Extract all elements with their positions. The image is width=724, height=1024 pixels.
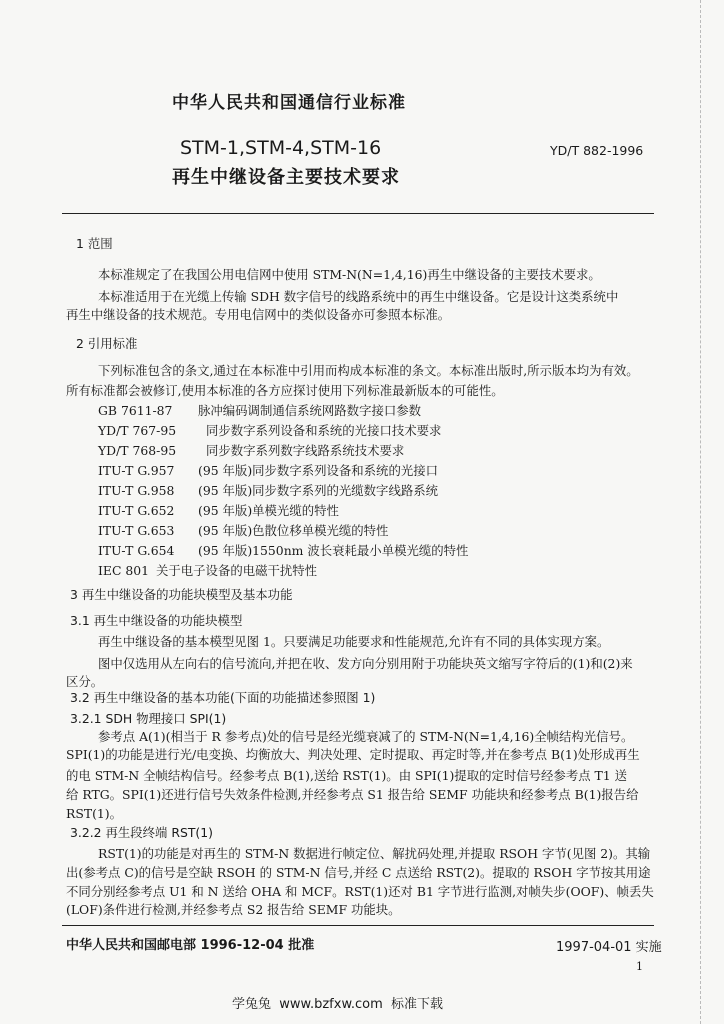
section-3-2-2-heading: 3.2.2 再生段终端 RST(1) [70, 825, 213, 840]
paragraph: SPI(1)的功能是进行光/电变换、均衡放大、判决处理、定时提取、再定时等,并在参考点 B(1)处形成再生 [66, 747, 640, 762]
paragraph: (LOF)条件进行检测,并经参考点 S2 报告给 SEMF 功能块。 [66, 902, 401, 917]
section-1-heading: 1 范围 [76, 236, 113, 251]
reference-item: ITU-T G.958 (95 年版)同步数字系列的光缆数字线路系统 [98, 483, 439, 498]
standard-code: YD/T 882-1996 [550, 143, 644, 158]
paragraph: 本标准规定了在我国公用电信网中使用 STM-N(N=1,4,16)再生中继设备的主要技术要求。 [98, 267, 601, 282]
paragraph: 参考点 A(1)(相当于 R 参考点)处的信号是经光缆衰减了的 STM-N(N=1,4,16)全帧结构光信号。 [98, 729, 634, 744]
reference-item: ITU-T G.652 (95 年版)单模光缆的特性 [98, 503, 339, 518]
paragraph: 的电 STM-N 全帧结构信号。经参考点 B(1),送给 RST(1)。由 SPI(1)提取的定时信号经参考点 T1 送 [66, 768, 628, 783]
footer-rule [62, 925, 654, 926]
paragraph: 本标准适用于在光缆上传输 SDH 数字信号的线路系统中的再生中继设备。它是设计这类系统中 [98, 289, 619, 304]
reference-item: ITU-T G.654 (95 年版)1550nm 波长衰耗最小单模光缆的特性 [98, 543, 469, 558]
doc-title-line1: STM-1,STM-4,STM-16 [180, 137, 382, 159]
effective-date: 1997-04-01 实施 [556, 940, 662, 955]
paragraph: RST(1)的功能是对再生的 STM-N 数据进行帧定位、解扰码处理,并提取 RSOH 字节(见图 2)。其输 [98, 846, 651, 861]
reference-item: ITU-T G.957 (95 年版)同步数字系列设备和系统的光接口 [98, 463, 439, 478]
paragraph: 再生中继设备的技术规范。专用电信网中的类似设备亦可参照本标准。 [66, 307, 451, 322]
paragraph: 区分。 [66, 674, 104, 689]
org-standard-title: 中华人民共和国通信行业标准 [172, 93, 406, 113]
paragraph: 再生中继设备的基本模型见图 1。只要满足功能要求和性能规范,允许有不同的具体实现方案。 [98, 634, 610, 649]
paragraph: 给 RTG。SPI(1)还进行信号失效条件检测,并经参考点 S1 报告给 SEMF 功能块和经参考点 B(1)报告给 [66, 787, 639, 802]
page-number: 1 [636, 960, 643, 973]
watermark-footer: 学兔兔 www.bzfxw.com 标准下载 [232, 997, 444, 1012]
reference-item: IEC 801 关于电子设备的电磁干扰特性 [98, 563, 318, 578]
section-3-heading: 3 再生中继设备的功能块模型及基本功能 [70, 587, 293, 602]
reference-item: YD/T 767-95 同步数字系列设备和系统的光接口技术要求 [98, 423, 442, 438]
reference-item: YD/T 768-95 同步数字系列数字线路系统技术要求 [98, 443, 405, 458]
section-3-1-heading: 3.1 再生中继设备的功能块模型 [70, 613, 243, 628]
paragraph: 出(参考点 C)的信号是空缺 RSOH 的 STM-N 信号,并经 C 点送给 RST(2)。提取的 RSOH 字节按其用途 [66, 865, 651, 880]
section-3-2-heading: 3.2 再生中继设备的基本功能(下面的功能描述参照图 1) [70, 690, 376, 705]
section-2-heading: 2 引用标准 [76, 336, 138, 351]
reference-item: GB 7611-87 脉冲编码调制通信系统网路数字接口参数 [98, 403, 422, 418]
issuing-authority: 中华人民共和国邮电部 1996-12-04 批准 [66, 938, 315, 953]
header-rule [62, 213, 654, 214]
paragraph: 下列标准包含的条文,通过在本标准中引用而构成本标准的条文。本标准出版时,所示版本均为有效。 [98, 363, 639, 378]
reference-item: ITU-T G.653 (95 年版)色散位移单模光缆的特性 [98, 523, 389, 538]
paragraph: 图中仅选用从左向右的信号流向,并把在收、发方向分别用附于功能块英文缩写字符后的(1)和(2)来 [98, 656, 633, 671]
paragraph: 不同分别经参考点 U1 和 N 送给 OHA 和 MCF。RST(1)还对 B1 字节进行监测,对帧失步(OOF)、帧丢失 [66, 884, 654, 899]
paragraph: RST(1)。 [66, 806, 123, 821]
binding-edge [700, 0, 702, 1024]
section-3-2-1-heading: 3.2.1 SDH 物理接口 SPI(1) [70, 711, 227, 726]
paragraph: 所有标准都会被修订,使用本标准的各方应探讨使用下列标准最新版本的可能性。 [66, 383, 504, 398]
doc-title-line2: 再生中继设备主要技术要求 [172, 167, 400, 188]
